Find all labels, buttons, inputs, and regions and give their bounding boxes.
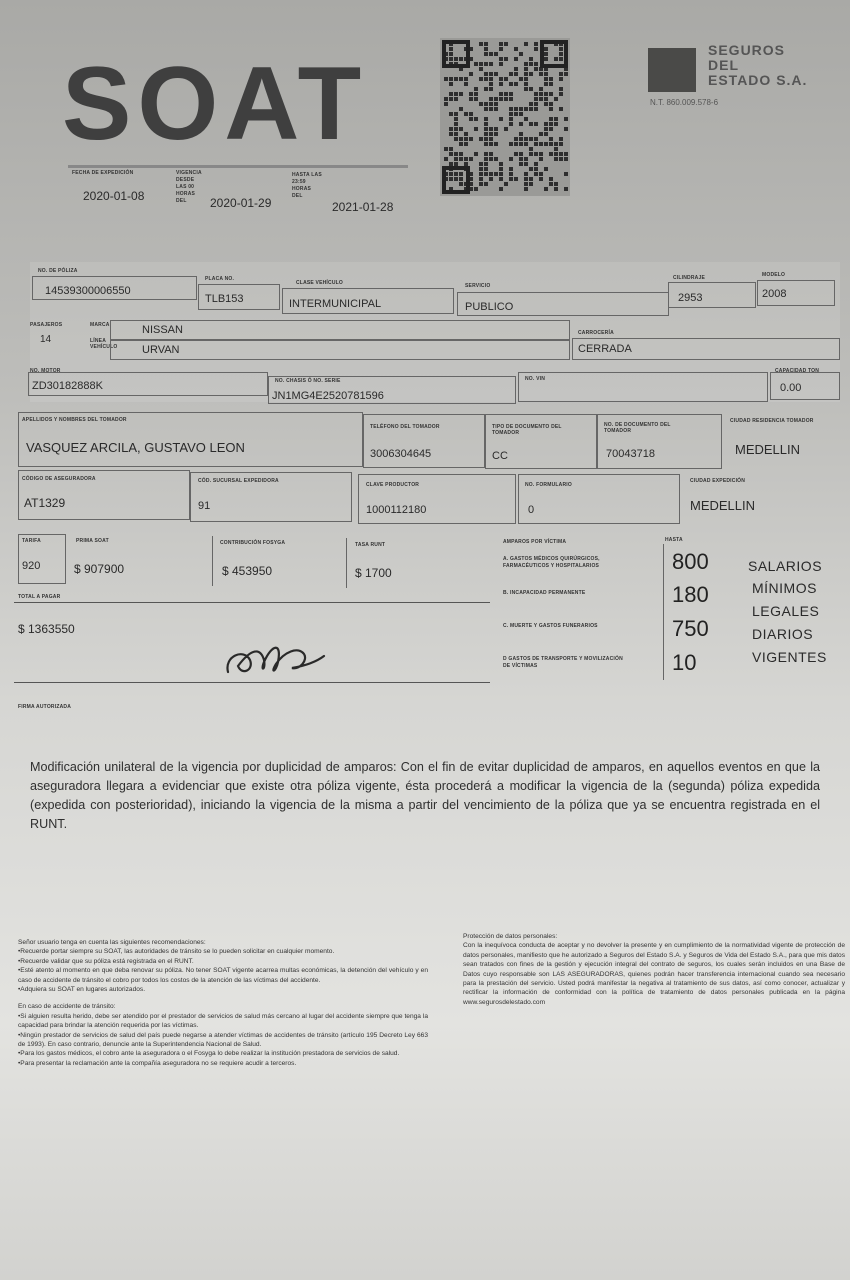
codigo-aseguradora-box <box>18 470 190 520</box>
placa-value: TLB153 <box>205 293 244 305</box>
vin-box <box>518 372 768 402</box>
qr-code <box>440 38 570 196</box>
recommendations-intro: Señor usuario tenga en cuenta las siguientes recomendaciones: <box>18 939 206 946</box>
fosyga-label: CONTRIBUCIÓN FOSYGA <box>220 540 286 546</box>
fosyga: $ 453950 <box>222 564 273 578</box>
amparo-c-label: C. MUERTE Y GASTOS FUNERARIOS <box>503 623 598 629</box>
legal-word-2: MÍNIMOS <box>752 580 817 596</box>
divider <box>346 538 347 588</box>
sucursal-label: CÓD. SUCURSAL EXPEDIDORA <box>198 478 279 484</box>
legal-word-5: VIGENTES <box>752 649 827 665</box>
clave-productor-box <box>358 474 516 524</box>
carroceria-value: CERRADA <box>578 343 632 355</box>
total-label: TOTAL A PAGAR <box>18 594 61 600</box>
tarifa-label: TARIFA <box>22 538 41 544</box>
pasajeros-label: PASAJEROS <box>30 322 63 328</box>
privacy-section <box>463 932 845 1007</box>
num-doc: 70043718 <box>606 448 655 460</box>
linea-label: LÍNEA VEHÍCULO <box>90 338 118 350</box>
amparo-b-value: 180 <box>672 582 709 607</box>
amparo-a-label: A. GASTOS MÉDICOS QUIRÚRGICOS, FARMACÉUTICOS Y HOSPITALARIOS <box>503 556 600 569</box>
cilindraje-label: CILINDRAJE <box>673 275 706 281</box>
insurer-name-3: ESTADO S.A. <box>708 72 808 88</box>
formulario: 0 <box>528 504 535 516</box>
tipo-doc-label: TIPO DE DOCUMENTO DEL TOMADOR <box>492 424 562 436</box>
insurer-name-2: DEL <box>708 57 739 73</box>
amparo-a-value: 800 <box>672 549 709 574</box>
servicio-label: SERVICIO <box>465 283 491 289</box>
poliza-value: 14539300006550 <box>45 285 131 297</box>
codigo-aseguradora-label: CÓDIGO DE ASEGURADORA <box>22 476 96 482</box>
accident-item: •Para presentar la reclamación ante la compañía aseguradora no se requiere acudir a terceros. <box>18 1059 297 1067</box>
ciudad-expedicion: MEDELLIN <box>690 498 756 513</box>
recommendations <box>18 938 428 1068</box>
firma-label: FIRMA AUTORIZADA <box>18 704 72 710</box>
total-rule <box>14 602 490 603</box>
amparo-d-value: 10 <box>672 650 697 675</box>
clave-productor: 1000112180 <box>366 504 427 516</box>
fecha-expedicion-label: FECHA DE EXPEDICIÓN <box>72 170 134 176</box>
tomador-nombre-label: APELLIDOS Y NOMBRES DEL TOMADOR <box>22 417 127 423</box>
accident-item: •Si alguien resulta herido, debe ser atendido por el prestador de servicios de salud más cercano al lugar del accidente siempre que tenga la capacidad para brindar la atención requerida por las víctimas. <box>18 1012 428 1030</box>
codigo-aseguradora: AT1329 <box>24 496 66 510</box>
chasis-value: JN1MG4E2520781596 <box>272 390 384 402</box>
marca-value: NISSAN <box>142 324 183 336</box>
chasis-label: NO. CHASIS Ó NO. SERIE <box>275 378 341 384</box>
clase-value: INTERMUNICIPAL <box>289 298 382 310</box>
accident-item: •Para los gastos médicos, el cobro ante la aseguradora o el Fosyga lo debe realizar la institución prestadora de servicios de salud. <box>18 1050 400 1058</box>
legal-word-4: DIARIOS <box>752 626 814 642</box>
pasajeros-value: 14 <box>40 334 52 345</box>
prima-label: PRIMA SOAT <box>76 538 109 544</box>
tarifa-box <box>18 534 66 584</box>
amparos-label: AMPAROS POR VÍCTIMA <box>503 539 567 545</box>
runt-label: TASA RUNT <box>355 542 386 548</box>
recommendation-item: •Recuerde portar siempre su SOAT, las autoridades de tránsito se lo pueden solicitar en cualquier momento. <box>18 948 335 956</box>
accident-item: •Ningún prestador de servicios de salud del país puede negarse a atender víctimas de accidentes de tránsito (artículo 195 Decreto Ley 663 de 1993). En caso contrario, denuncie ante la Superintendencia Nacional de Salud. <box>18 1031 428 1049</box>
tomador-telefono-label: TELÉFONO DEL TOMADOR <box>370 424 440 430</box>
linea-value: URVAN <box>142 344 180 356</box>
clase-label: CLASE VEHÍCULO <box>296 280 343 286</box>
motor-value: ZD30182888K <box>32 380 103 392</box>
insurer-nit: N.T. 860.009.578-6 <box>650 98 719 107</box>
vigencia-desde: 2020-01-29 <box>210 196 272 210</box>
placa-label: PLACA NO. <box>205 276 235 282</box>
ciudad-expedicion-label: CIUDAD EXPEDICIÓN <box>690 478 746 484</box>
ciudad-residencia: MEDELLIN <box>735 442 801 457</box>
amparos-divider <box>663 544 664 680</box>
num-doc-label: NO. DE DOCUMENTO DEL TOMADOR <box>604 422 671 434</box>
legal-word-1: SALARIOS <box>748 558 823 574</box>
soat-logo: SOAT <box>62 46 368 162</box>
logo-underline <box>68 165 408 168</box>
servicio-value: PUBLICO <box>465 301 514 313</box>
insurer-logo-mark <box>648 48 696 92</box>
runt: $ 1700 <box>355 566 392 580</box>
capacidad-label: CAPACIDAD TON <box>775 368 820 374</box>
accident-title: En caso de accidente de tránsito: <box>18 1003 116 1011</box>
legal-word-3: LEGALES <box>752 603 820 619</box>
carroceria-label: CARROCERÍA <box>578 330 614 336</box>
signature <box>220 636 330 684</box>
amparo-c-value: 750 <box>672 616 709 641</box>
capacidad-value: 0.00 <box>780 382 802 394</box>
amparo-b-label: B. INCAPACIDAD PERMANENTE <box>503 590 586 596</box>
vigencia-label: VIGENCIA DESDE LAS 00 HORAS DEL <box>176 170 202 204</box>
num-doc-box <box>597 414 722 469</box>
motor-label: NO. MOTOR <box>30 368 61 374</box>
poliza-label: NO. DE PÓLIZA <box>38 268 78 274</box>
duplicity-clause: Modificación unilateral de la vigencia por duplicidad de amparos: Con el fin de evitar duplicidad de amparos, en aquellos eventos en que la aseguradora llegara a evidenciar que existe otra póliza vigente, ésta procederá a modificar la vigencia de la (segunda) póliza expedida (expedida con posterioridad), iniciando la vigencia de la misma a partir del vencimiento de la póliza que ya se encuentra registrada en el RUNT. <box>30 760 820 831</box>
sucursal-box <box>190 472 352 522</box>
insurer-name-1: SEGUROS <box>708 42 786 58</box>
hasta-label: HASTA LAS 23:59 HORAS DEL <box>292 172 322 199</box>
tomador-nombre: VASQUEZ ARCILA, GUSTAVO LEON <box>26 440 245 455</box>
vin-label: NO. VIN <box>525 376 546 382</box>
tipo-doc: CC <box>492 450 508 462</box>
recommendation-item: •Esté atento al momento en que deba renovar su póliza. No tener SOAT vigente acarrea multas económicas, la detención del vehículo y en caso de accidente de tránsito el cobro por todos los costos de la atención de las víctimas del accidente. <box>18 967 428 984</box>
tomador-telefono: 3006304645 <box>370 448 432 460</box>
fecha-expedicion: 2020-01-08 <box>83 189 145 203</box>
divider <box>212 536 213 586</box>
cilindraje-value: 2953 <box>678 292 703 304</box>
amparos-hasta-label: HASTA <box>665 537 683 543</box>
clave-productor-label: CLAVE PRODUCTOR <box>366 482 420 488</box>
total: $ 1363550 <box>18 622 75 636</box>
tarifa: 920 <box>22 560 41 572</box>
formulario-box <box>518 474 680 524</box>
amparo-d-label: D GASTOS DE TRANSPORTE Y MOVILIZACIÓN DE VÍCTIMAS <box>503 656 623 669</box>
privacy-title: Protección de datos personales: <box>463 933 558 940</box>
recommendation-item: •Adquiera su SOAT en lugares autorizados. <box>18 986 146 994</box>
prima: $ 907900 <box>74 562 125 576</box>
formulario-label: NO. FORMULARIO <box>525 482 572 488</box>
sucursal: 91 <box>198 500 211 512</box>
modelo-value: 2008 <box>762 288 787 300</box>
signature-rule <box>14 682 490 683</box>
privacy-text: Con la inequívoca conducta de aceptar y no devolver la presente y en cumplimiento de la normatividad vigente de protección de datos personales, manifiesto que he autorizado a Seguros del Estado S.A. y Seguros de Vida del Estado S.A., para que mis datos sean tratados con fines de la gestión y ejecución integral del contrato de seguros, los cuales serán incluidos en una Base de Datos cuyo responsable son LAS ASEGURADORAS, quienes podrán hacer transferencia internacional cuando sea necesario para la prestación del servicio. Usted podrá manifestar la negativa al tratamiento de sus datos, así como conocer, actualizar y rectificar la información de conformidad con la política de tratamiento de datos personales publicada en la página www.segurosdelestado.com <box>463 942 845 1006</box>
recommendation-item: •Recuerde validar que su póliza está registrada en el RUNT. <box>18 957 194 965</box>
vigencia-hasta: 2021-01-28 <box>332 200 394 214</box>
marca-label: MARCA <box>90 322 110 328</box>
ciudad-residencia-label: CIUDAD RESIDENCIA TOMADOR <box>730 418 814 424</box>
modelo-label: MODELO <box>762 272 786 278</box>
